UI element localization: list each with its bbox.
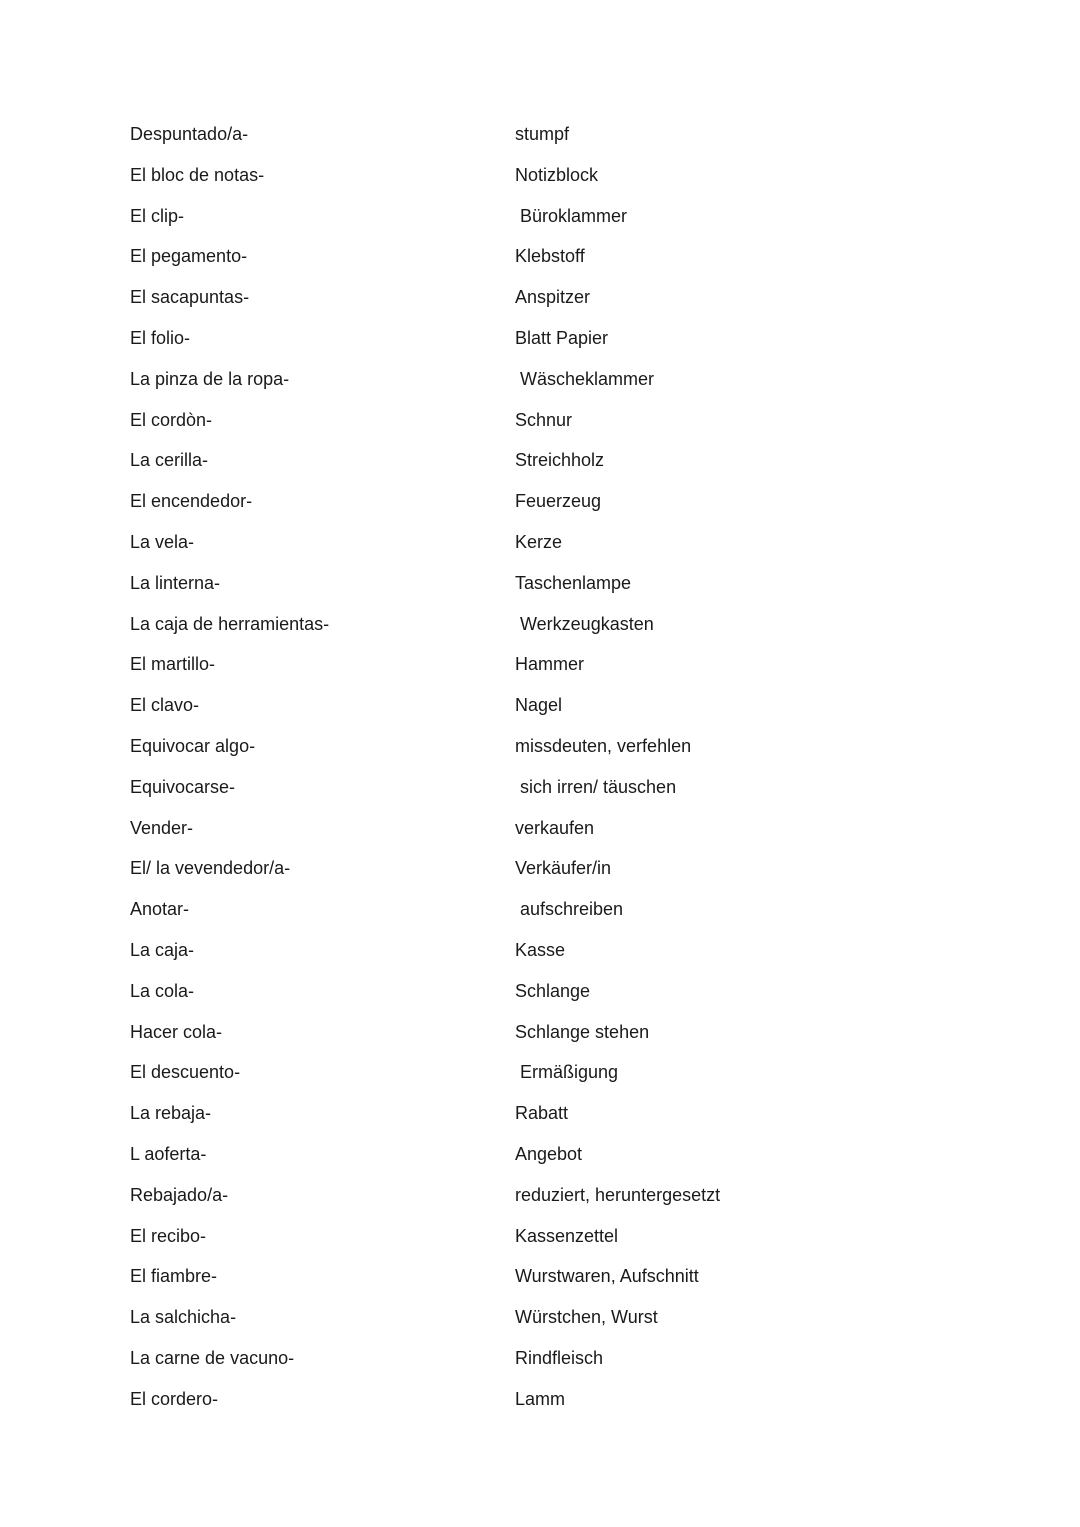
vocab-row — [130, 1142, 950, 1183]
german-translation: Wurstwaren, Aufschnitt — [515, 1266, 699, 1287]
vocab-row — [130, 652, 950, 693]
german-translation: Kerze — [515, 531, 563, 552]
vocab-row — [130, 448, 950, 489]
german-translation: missdeuten, verfehlen — [515, 735, 692, 756]
vocab-row — [130, 1305, 950, 1346]
spanish-term: El cordero- — [130, 1388, 219, 1409]
german-translation: Kasse — [515, 939, 566, 960]
german-translation: Taschenlampe — [515, 572, 632, 593]
spanish-term: El clavo- — [130, 695, 200, 716]
vocab-row — [130, 1183, 950, 1224]
spanish-term: Anotar- — [130, 899, 190, 920]
spanish-term: El folio- — [130, 327, 191, 348]
german-translation: stumpf — [515, 124, 570, 144]
vocab-row — [130, 489, 950, 530]
spanish-term: La cola- — [130, 980, 195, 1001]
spanish-term: La cerilla- — [130, 450, 209, 471]
vocab-row — [130, 1264, 950, 1305]
vocab-row — [130, 734, 950, 775]
vocab-row — [130, 775, 950, 816]
german-translation: Schlange — [515, 980, 591, 1001]
german-translation: Blatt Papier — [515, 327, 609, 348]
spanish-term: El/ la vevendedor/a- — [130, 858, 291, 879]
spanish-term: El sacapuntas- — [130, 287, 250, 308]
vocab-row — [130, 693, 950, 734]
vocab-row — [130, 163, 950, 204]
german-translation: Rabatt — [515, 1103, 569, 1124]
spanish-term: Vender- — [130, 817, 194, 838]
spanish-term: La caja- — [130, 939, 195, 960]
german-translation: Hammer — [515, 654, 585, 675]
vocab-row — [130, 1020, 950, 1061]
german-translation: Notizblock — [515, 164, 599, 185]
spanish-term: L aoferta- — [130, 1143, 207, 1164]
vocab-row — [130, 122, 950, 163]
spanish-term: El cordòn- — [130, 409, 213, 430]
german-translation: Werkzeugkasten — [515, 613, 654, 634]
spanish-term: El bloc de notas- — [130, 164, 265, 185]
spanish-term: La carne de vacuno- — [130, 1347, 295, 1368]
german-translation: Angebot — [515, 1143, 583, 1164]
german-translation: Streichholz — [515, 450, 605, 471]
german-translation: Anspitzer — [515, 287, 591, 308]
spanish-term: La vela- — [130, 531, 195, 552]
german-translation: Lamm — [515, 1388, 566, 1409]
vocab-row — [130, 1101, 950, 1142]
german-translation: Nagel — [515, 695, 563, 716]
german-translation: Schlange stehen — [515, 1021, 650, 1042]
german-translation: aufschreiben — [515, 899, 624, 920]
vocab-row — [130, 571, 950, 612]
vocab-row — [130, 1346, 950, 1387]
german-translation: Feuerzeug — [515, 491, 602, 512]
spanish-term: El recibo- — [130, 1225, 207, 1246]
spanish-term: El clip- — [130, 205, 185, 226]
vocab-row — [130, 285, 950, 326]
german-translation: Würstchen, Wurst — [515, 1307, 658, 1328]
vocab-row — [130, 612, 950, 653]
spanish-term: El pegamento- — [130, 246, 248, 267]
german-translation: Ermäßigung — [515, 1062, 619, 1083]
german-translation: sich irren/ täuschen — [515, 776, 677, 797]
spanish-term: La rebaja- — [130, 1103, 212, 1124]
vocab-row — [130, 1387, 950, 1428]
spanish-term: El martillo- — [130, 654, 216, 675]
vocab-row — [130, 979, 950, 1020]
vocab-row — [130, 1060, 950, 1101]
german-translation: Rindfleisch — [515, 1347, 604, 1368]
german-translation: Klebstoff — [515, 246, 585, 267]
vocab-row — [130, 938, 950, 979]
vocab-row — [130, 530, 950, 571]
german-translation: Schnur — [515, 409, 573, 430]
spanish-term: Hacer cola- — [130, 1021, 223, 1042]
spanish-term: Despuntado/a- — [130, 124, 249, 144]
spanish-term: La salchicha- — [130, 1307, 237, 1328]
vocab-row — [130, 408, 950, 449]
vocab-row — [130, 244, 950, 285]
spanish-term: El fiambre- — [130, 1266, 218, 1287]
vocabulary-list — [130, 122, 950, 1428]
vocab-row — [130, 204, 950, 245]
spanish-term: La linterna- — [130, 572, 221, 593]
vocab-row — [130, 367, 950, 408]
spanish-term: El descuento- — [130, 1062, 241, 1083]
vocab-row — [130, 1224, 950, 1265]
spanish-term: Rebajado/a- — [130, 1184, 229, 1205]
spanish-term: La pinza de la ropa- — [130, 368, 290, 389]
vocab-row — [130, 326, 950, 367]
spanish-term: Equivocarse- — [130, 776, 236, 797]
spanish-term: Equivocar algo- — [130, 735, 256, 756]
spanish-term: La caja de herramientas- — [130, 613, 330, 634]
german-translation: Büroklammer — [515, 205, 628, 226]
vocab-row — [130, 897, 950, 938]
spanish-term: El encendedor- — [130, 491, 253, 512]
german-translation: verkaufen — [515, 817, 595, 838]
vocab-row — [130, 816, 950, 857]
vocab-row — [130, 856, 950, 897]
german-translation: Kassenzettel — [515, 1225, 619, 1246]
german-translation: Wäscheklammer — [515, 368, 655, 389]
german-translation: reduziert, heruntergesetzt — [515, 1184, 721, 1205]
german-translation: Verkäufer/in — [515, 858, 612, 879]
